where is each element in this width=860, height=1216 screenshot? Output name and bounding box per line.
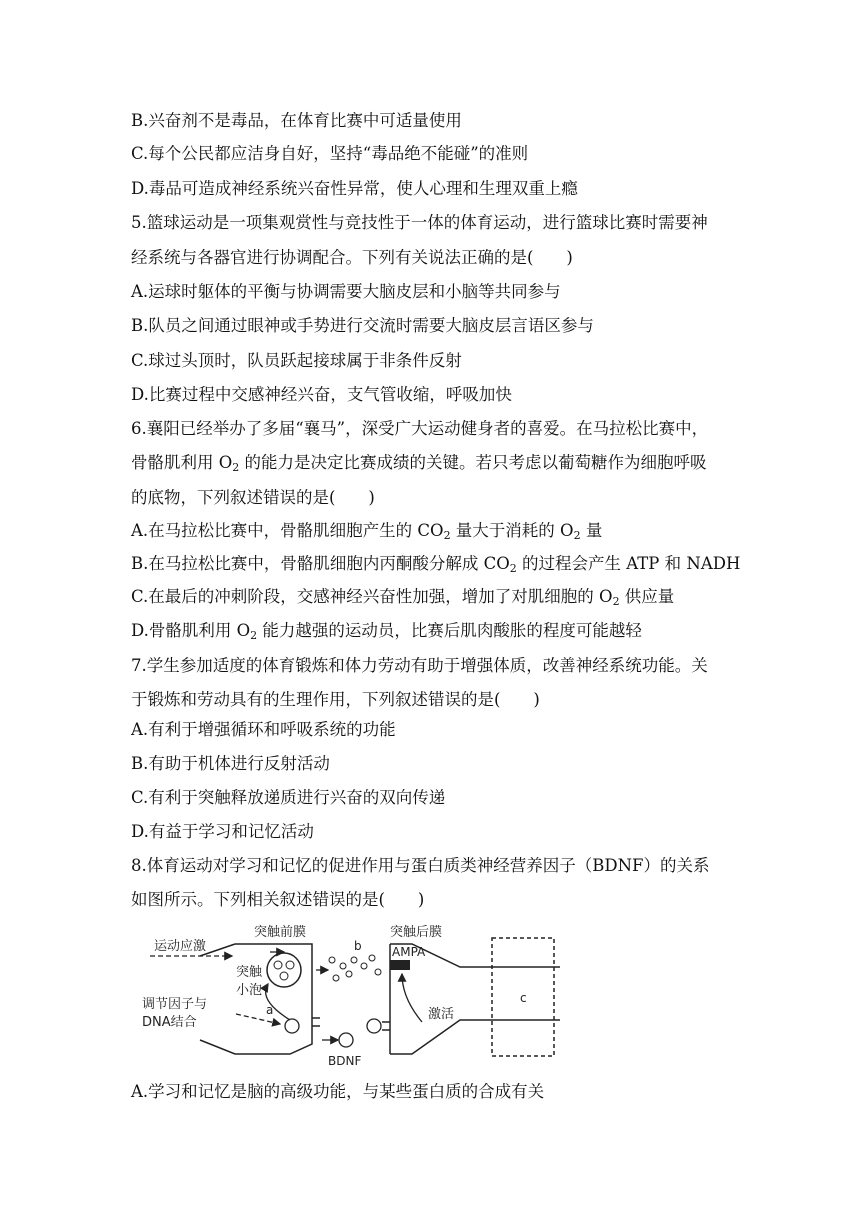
label-bdnf: BDNF xyxy=(328,1054,362,1068)
subscript: 2 xyxy=(573,529,581,542)
text-line xyxy=(131,212,708,234)
text-segment: 量大于消耗的 O xyxy=(450,521,574,540)
label-regulatory-2: DNA结合 xyxy=(142,1015,197,1030)
text-line xyxy=(131,281,561,303)
text-segment: C.球过头顶时，队员跃起接球属于非条件反射 xyxy=(131,351,462,370)
subscript: 2 xyxy=(509,562,517,575)
text-line xyxy=(131,719,396,741)
text-segment: B.兴奋剂不是毒品，在体育比赛中可适量使用 xyxy=(131,111,462,130)
text-segment: A.学习和记忆是脑的高级功能，与某些蛋白质的合成有关 xyxy=(131,1082,545,1101)
text-line xyxy=(131,689,540,711)
text-line xyxy=(131,821,314,843)
text-segment: A.在马拉松比赛中，骨骼肌细胞产生的 CO xyxy=(131,521,444,540)
text-segment: A.有利于增强循环和呼吸系统的功能 xyxy=(131,720,396,739)
text-line xyxy=(131,110,462,132)
label-regulatory-1: 调节因子与 xyxy=(142,997,208,1012)
text-segment: 的底物，下列叙述错误的是( ) xyxy=(131,488,375,507)
text-line xyxy=(131,520,602,542)
text-line xyxy=(131,753,330,775)
text-segment: 经系统与各器官进行协调配合。下列有关说法正确的是( ) xyxy=(131,248,573,267)
text-line xyxy=(131,586,674,608)
text-segment: B.队员之间通过眼神或手势进行交流时需要大脑皮层言语区参与 xyxy=(131,316,594,335)
label-presynaptic: 突触前膜 xyxy=(254,925,307,940)
text-segment: 5.篮球运动是一项集观赏性与竞技性于一体的体育运动，进行篮球比赛时需要神 xyxy=(131,213,708,232)
text-line xyxy=(131,350,462,372)
text-line xyxy=(131,384,512,406)
text-line xyxy=(131,553,740,575)
bdnf-molecule xyxy=(285,1019,299,1033)
subscript: 2 xyxy=(443,529,451,542)
text-segment: 如图所示。下列相关叙述错误的是( ) xyxy=(131,890,425,909)
text-line xyxy=(131,143,528,165)
label-vesicle-1: 突触 xyxy=(236,965,263,980)
bdnf-synapse-diagram xyxy=(140,922,570,1070)
text-segment: B.在马拉松比赛中，骨骼肌细胞内丙酮酸分解成 CO xyxy=(131,554,510,573)
text-line xyxy=(131,418,708,440)
label-c: c xyxy=(520,991,527,1005)
text-segment: 能力越强的运动员，比赛后肌肉酸胀的程度可能越轻 xyxy=(257,621,642,640)
label-ampa: AMPA xyxy=(392,945,426,959)
text-segment: 8.体育运动对学习和记忆的促进作用与蛋白质类神经营养因子（BDNF）的关系 xyxy=(131,856,710,875)
text-line xyxy=(131,787,445,809)
text-segment: C.有利于突触释放递质进行兴奋的双向传递 xyxy=(131,788,446,807)
text-segment: D.有益于学习和记忆活动 xyxy=(131,822,314,841)
text-segment: D.毒品可造成神经系统兴奋性异常，使人心理和生理双重上瘾 xyxy=(131,179,578,198)
text-segment: 量 xyxy=(580,521,603,540)
text-line xyxy=(131,487,375,509)
presynaptic-terminal xyxy=(200,944,312,1054)
text-segment: 7.学生参加适度的体育锻炼和体力劳动有助于增强体质，改善神经系统功能。关 xyxy=(131,656,708,675)
text-segment: B.有助于机体进行反射活动 xyxy=(131,754,330,773)
label-exercise-stimulus: 运动应激 xyxy=(154,939,207,954)
text-segment: 骨骼肌利用 O xyxy=(131,453,233,472)
subscript: 2 xyxy=(232,461,240,474)
text-line xyxy=(131,1081,544,1103)
label-activate: 激活 xyxy=(428,1007,455,1022)
text-segment: 供应量 xyxy=(619,587,675,606)
label-b: b xyxy=(354,939,362,953)
text-segment: 6.襄阳已经举办了多届“襄马”，深受广大运动健身者的喜爱。在马拉松比赛中， xyxy=(131,419,709,438)
ampa-receptor xyxy=(390,960,410,970)
text-segment: 的过程会产生 ATP 和 NADH xyxy=(516,554,741,573)
subscript: 2 xyxy=(612,595,620,608)
text-segment: D.骨骼肌利用 O xyxy=(131,621,251,640)
text-line xyxy=(131,315,594,337)
text-segment: C.在最后的冲刺阶段，交感神经兴奋性加强，增加了对肌细胞的 O xyxy=(131,587,613,606)
text-line xyxy=(131,452,707,474)
text-line xyxy=(131,855,709,877)
label-postsynaptic: 突触后膜 xyxy=(390,925,443,940)
text-line xyxy=(131,178,578,200)
text-segment: 的能力是决定比赛成绩的关键。若只考虑以葡萄糖作为细胞呼吸 xyxy=(239,453,707,472)
label-a: a xyxy=(266,1003,274,1017)
synaptic-vesicle xyxy=(267,953,301,987)
text-line xyxy=(131,620,642,642)
text-line xyxy=(131,655,708,677)
text-segment: 于锻炼和劳动具有的生理作用，下列叙述错误的是( ) xyxy=(131,690,540,709)
text-line xyxy=(131,889,424,911)
text-segment: A.运球时躯体的平衡与协调需要大脑皮层和小脑等共同参与 xyxy=(131,282,561,301)
text-line xyxy=(131,247,573,269)
text-segment: C.每个公民都应洁身自好，坚持“毒品绝不能碰”的准则 xyxy=(131,144,529,163)
subscript: 2 xyxy=(250,629,258,642)
text-segment: D.比赛过程中交感神经兴奋，支气管收缩，呼吸加快 xyxy=(131,385,512,404)
label-vesicle-2: 小泡 xyxy=(236,983,263,998)
